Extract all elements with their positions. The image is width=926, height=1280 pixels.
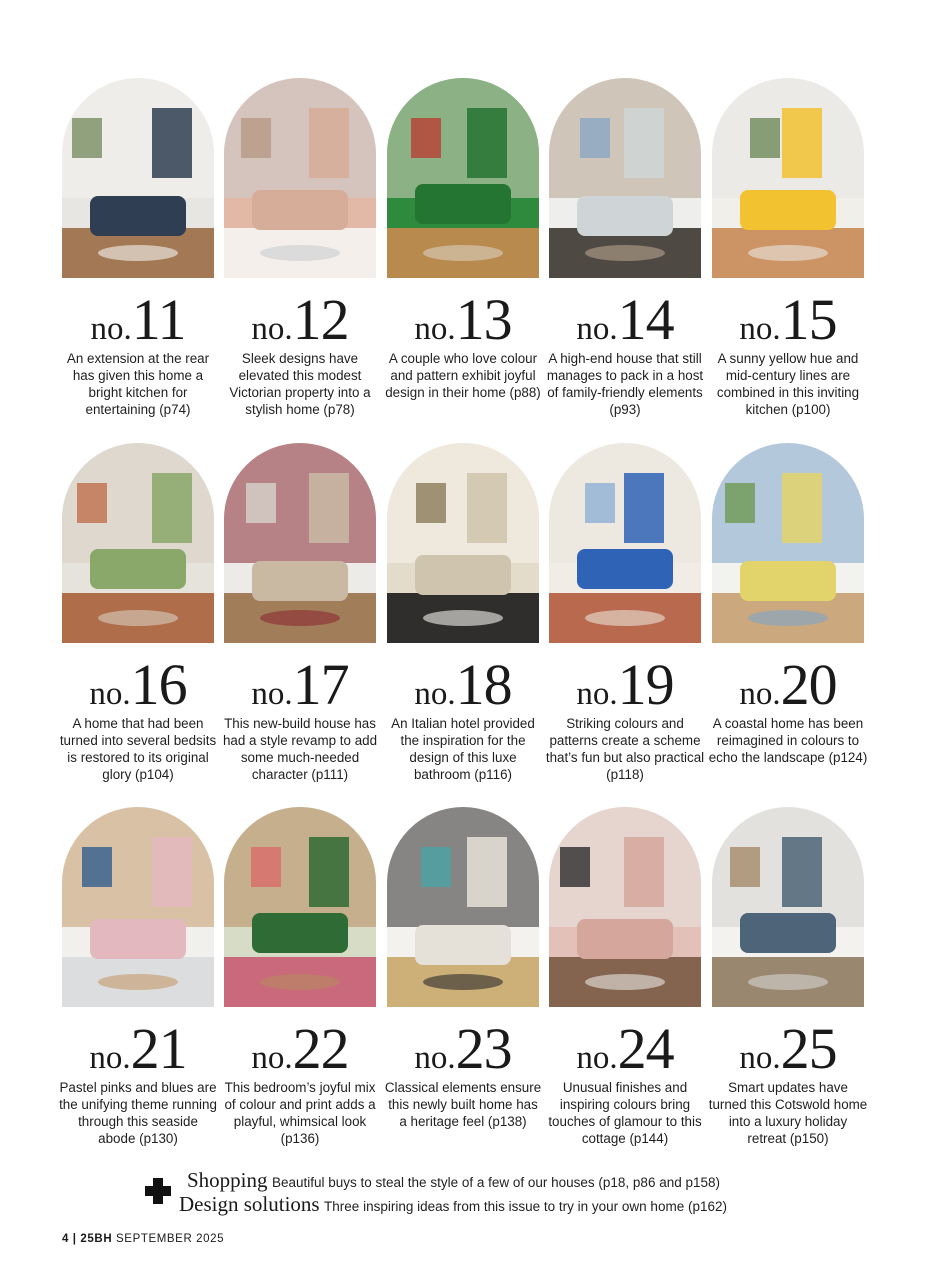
feature-number-prefix: no. [414,311,456,347]
feature-item[interactable] [549,807,701,1147]
feature-number-digits: 14 [617,287,674,352]
room-illustration [712,78,864,278]
room-illustration [549,807,701,1007]
room-illustration [62,78,214,278]
feature-number [387,1016,539,1081]
feature-item[interactable] [59,807,217,1147]
feature-item[interactable] [224,78,376,418]
feature-number-digits: 22 [292,1016,349,1081]
feature-photo[interactable] [62,443,214,643]
feature-photo[interactable] [387,78,539,278]
feature-number [712,652,864,717]
feature-item[interactable] [712,78,864,418]
room-illustration [549,78,701,278]
feature-number [387,652,539,717]
feature-photo[interactable] [549,807,701,1007]
feature-number-digits: 25 [780,1016,837,1081]
feature-photo[interactable] [62,78,214,278]
feature-number [224,287,376,352]
feature-photo[interactable] [549,443,701,643]
design-solutions-heading: Design solutions [179,1192,320,1216]
feature-caption: An extension at the rear has given this home a bright kitchen for entertaining (p74) [66,351,210,417]
feature-photo[interactable] [549,78,701,278]
feature-number [549,1016,701,1081]
feature-number [387,287,539,352]
feature-item[interactable] [224,807,376,1147]
feature-caption: A coastal home has been reimagined in colours to echo the landscape (p124) [708,716,868,765]
room-illustration [62,443,214,643]
room-illustration [224,443,376,643]
shopping-link[interactable] [187,1168,720,1193]
feature-number [62,287,214,352]
feature-number-digits: 21 [130,1016,187,1081]
feature-number [224,1016,376,1081]
feature-caption: An Italian hotel provided the inspiration for the design of this luxe bathroom (p116) [391,716,535,782]
feature-caption: A sunny yellow hue and mid-century lines are combined in this inviting kitchen (p100) [716,351,860,417]
feature-number [224,652,376,717]
page-folio [62,1233,224,1245]
feature-photo[interactable] [224,443,376,643]
feature-number-digits: 17 [292,652,349,717]
feature-number-digits: 12 [292,287,349,352]
room-illustration [712,807,864,1007]
feature-number-prefix: no. [576,311,618,347]
feature-caption: Striking colours and patterns create a scheme that’s fun but also practical (p118) [545,716,705,782]
feature-photo[interactable] [387,443,539,643]
feature-number-prefix: no. [414,1040,456,1076]
feature-item[interactable] [546,78,704,418]
room-illustration [224,807,376,1007]
design-solutions-description: Three inspiring ideas from this issue to try in your own home (p162) [324,1199,727,1214]
feature-number [712,287,864,352]
feature-number-digits: 15 [780,287,837,352]
room-illustration [712,443,864,643]
room-illustration [387,807,539,1007]
feature-photo[interactable] [712,443,864,643]
feature-number [62,1016,214,1081]
feature-number-digits: 20 [780,652,837,717]
folio-issue: SEPTEMBER 2025 [116,1233,225,1245]
feature-photo[interactable] [712,807,864,1007]
feature-number-digits: 23 [455,1016,512,1081]
feature-caption: A high-end house that still manages to pack in a host of family-friendly elements (p93) [546,351,704,417]
folio-page-number: 4 [62,1233,69,1245]
feature-photo[interactable] [712,78,864,278]
feature-caption: A home that had been turned into several bedsits is restored to its original glory (p104) [59,716,217,782]
feature-item[interactable] [708,807,868,1147]
feature-number-digits: 24 [617,1016,674,1081]
feature-number-digits: 16 [130,652,187,717]
feature-item[interactable] [545,443,705,783]
feature-number-prefix: no. [414,676,456,712]
feature-number [62,652,214,717]
feature-number-prefix: no. [251,311,293,347]
feature-caption: A couple who love colour and pattern exhibit joyful design in their home (p88) [385,351,541,400]
feature-caption: Pastel pinks and blues are the unifying theme running through this seaside abode (p130) [59,1080,217,1146]
feature-item[interactable] [387,443,539,783]
room-illustration [387,443,539,643]
plus-icon [145,1178,171,1204]
folio-brand: 25BH [80,1233,113,1245]
feature-item[interactable] [224,443,376,783]
feature-number-digits: 13 [455,287,512,352]
feature-number [712,1016,864,1081]
feature-number-prefix: no. [576,676,618,712]
feature-photo[interactable] [224,807,376,1007]
feature-photo[interactable] [62,807,214,1007]
feature-number-prefix: no. [89,1040,131,1076]
room-illustration [549,443,701,643]
feature-number-prefix: no. [89,676,131,712]
feature-item[interactable] [708,443,868,766]
feature-number-prefix: no. [251,1040,293,1076]
feature-item[interactable] [387,78,539,401]
folio-separator: | [72,1233,77,1245]
feature-number-prefix: no. [739,676,781,712]
feature-number-prefix: no. [90,311,132,347]
feature-caption: This bedroom’s joyful mix of colour and print adds a playful, whimsical look (p136) [224,1080,376,1146]
feature-caption: This new-build house has had a style revamp to add some much-needed character (p111) [222,716,378,782]
feature-item[interactable] [59,443,217,783]
feature-caption: Smart updates have turned this Cotswold home into a luxury holiday retreat (p150) [708,1080,868,1146]
room-illustration [224,78,376,278]
feature-number-prefix: no. [576,1040,618,1076]
feature-number-digits: 19 [617,652,674,717]
feature-number-prefix: no. [739,1040,781,1076]
feature-photo[interactable] [387,807,539,1007]
feature-item[interactable] [384,807,542,1130]
feature-photo[interactable] [224,78,376,278]
shopping-description: Beautiful buys to steal the style of a few of our houses (p18, p86 and p158) [271,1175,721,1190]
feature-number [549,652,701,717]
design-solutions-link[interactable] [179,1192,727,1217]
feature-caption: Classical elements ensure this newly built home has a heritage feel (p138) [384,1080,542,1129]
room-illustration [62,807,214,1007]
feature-number-prefix: no. [739,311,781,347]
feature-caption: Unusual finishes and inspiring colours bring touches of glamour to this cottage (p144) [548,1080,702,1146]
shopping-heading: Shopping [187,1168,268,1192]
feature-number-prefix: no. [251,676,293,712]
feature-number [549,287,701,352]
feature-number-digits: 18 [455,652,512,717]
feature-caption: Sleek designs have elevated this modest Victorian property into a stylish home (p78) [229,351,371,417]
feature-item[interactable] [62,78,214,418]
feature-number-digits: 11 [131,287,186,352]
room-illustration [387,78,539,278]
